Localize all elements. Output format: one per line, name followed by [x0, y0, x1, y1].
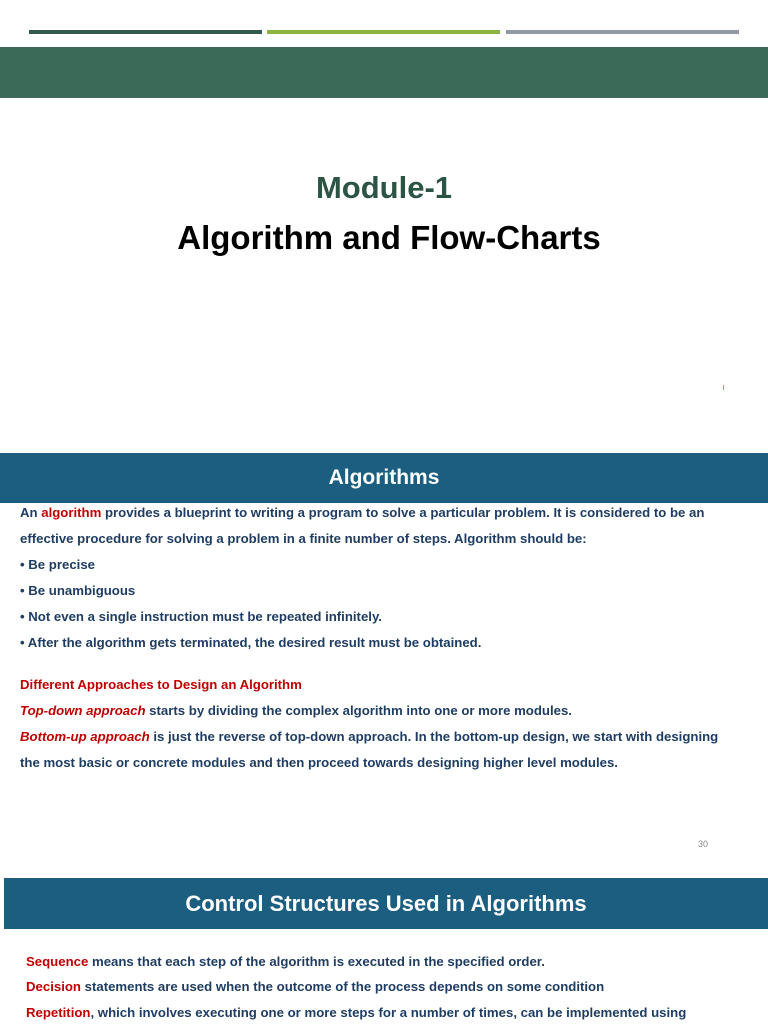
- sequence-line: [26, 954, 545, 969]
- intro-line-2: effective procedure for solving a problem in a finite number of steps. Algorithm should be:: [20, 531, 587, 546]
- decision-text: statements are used when the outcome of the process depends on some condition: [80, 979, 605, 994]
- intro-line-1: [20, 505, 704, 520]
- sequence-text: means that each step of the algorithm is executed in the specified order.: [88, 954, 545, 969]
- topdown-term: Top-down approach: [20, 703, 146, 718]
- page-number: 30: [698, 839, 709, 849]
- repetition-line: [26, 1005, 686, 1020]
- bullet-item: • Be precise: [20, 557, 95, 572]
- decision-term: Decision: [26, 979, 81, 994]
- topdown-line: [20, 703, 572, 718]
- decorative-tick: [723, 385, 724, 390]
- sequence-term: Sequence: [26, 954, 89, 969]
- repetition-text: , which involves executing one or more steps for a number of times, can be implemented using: [90, 1005, 687, 1020]
- bullet-item: • After the algorithm gets terminated, the desired result must be obtained.: [20, 635, 482, 650]
- accent-stripe-gray: [506, 30, 739, 34]
- repetition-term: Repetition: [26, 1005, 91, 1020]
- accent-stripe-green: [267, 30, 500, 34]
- bullet-item: • Be unambiguous: [20, 583, 136, 598]
- topdown-text: starts by dividing the complex algorithm into one or more modules.: [145, 703, 572, 718]
- bottomup-line-1: [20, 729, 718, 744]
- title-band: [0, 47, 768, 98]
- intro-prefix: An: [20, 505, 42, 520]
- intro-line-1-text: provides a blueprint to writing a program to solve a particular problem. It is considered to be an: [101, 505, 705, 520]
- bullet-item: • Not even a single instruction must be repeated infinitely.: [20, 609, 382, 624]
- decision-line: [26, 979, 604, 994]
- module-title: Algorithm and Flow-Charts: [177, 219, 601, 256]
- algorithm-term: algorithm: [41, 505, 102, 520]
- bottomup-term: Bottom-up approach: [20, 729, 150, 744]
- accent-stripe-dark: [29, 30, 262, 34]
- bottomup-text: is just the reverse of top-down approach. In the bottom-up design, we start with designing: [149, 729, 719, 744]
- module-label: Module-1: [315, 170, 453, 205]
- approaches-heading: Different Approaches to Design an Algorithm: [20, 677, 302, 692]
- control-structures-header: Control Structures Used in Algorithms: [4, 878, 768, 929]
- algorithms-header: Algorithms: [0, 453, 768, 503]
- bottomup-line-2: the most basic or concrete modules and then proceed towards designing higher level modules.: [20, 755, 618, 770]
